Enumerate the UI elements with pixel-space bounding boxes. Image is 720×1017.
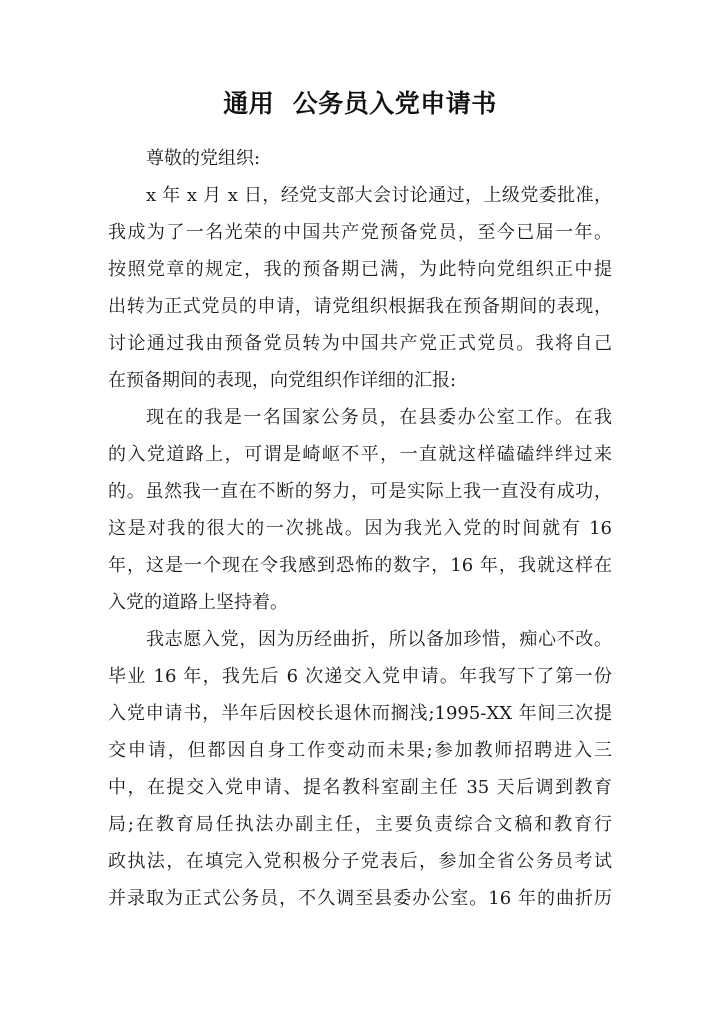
salutation: 尊敬的党组织: xyxy=(146,148,261,169)
body-line: 交申请，但都因自身工作变动而未果;参加教师招聘进入三 xyxy=(108,740,612,761)
body-line: 的入党道路上，可谓是崎岖不平，一直就这样磕磕绊绊过来 xyxy=(108,444,612,465)
body-line: 入党申请书，半年后因校长退休而搁浅;1995-XX 年间三次提 xyxy=(108,703,612,724)
body-line: 这是对我的很大的一次挑战。因为我光入党的时间就有 16 xyxy=(108,518,612,539)
body-line: 我志愿入党，因为历经曲折，所以备加珍惜，痴心不改。 xyxy=(146,629,612,650)
body-line: 年，这是一个现在令我感到恐怖的数字，16 年，我就这样在 xyxy=(108,555,612,576)
body-line: 毕业 16 年，我先后 6 次递交入党申请。年我写下了第一份 xyxy=(108,666,612,687)
body-line: 中，在提交入党申请、提名教科室副主任 35 天后调到教育 xyxy=(108,777,612,798)
body-line: 入党的道路上坚持着。 xyxy=(108,592,288,613)
body-line: 出转为正式党员的申请，请党组织根据我在预备期间的表现， xyxy=(108,296,612,317)
body-line: 并录取为正式公务员，不久调至县委办公室。16 年的曲折历 xyxy=(108,888,612,909)
body-line: 按照党章的规定，我的预备期已满，为此特向党组织正中提 xyxy=(108,259,612,280)
body-line: 的。虽然我一直在不断的努力，可是实际上我一直没有成功， xyxy=(108,481,612,502)
body-line: 政执法，在填完入党积极分子党表后，参加全省公务员考试 xyxy=(108,851,612,872)
document-body xyxy=(108,140,612,917)
body-line: 讨论通过我由预备党员转为中国共产党正式党员。我将自己 xyxy=(108,333,612,354)
body-line: x 年 x 月 x 日，经党支部大会讨论通过，上级党委批准， xyxy=(146,185,612,206)
body-line: 在预备期间的表现，向党组织作详细的汇报: xyxy=(108,370,457,391)
body-line: 我成为了一名光荣的中国共产党预备党员，至今已届一年。 xyxy=(108,222,612,243)
body-line: 现在的我是一名国家公务员，在县委办公室工作。在我 xyxy=(146,407,612,428)
document-title: 通用 公务员入党申请书 xyxy=(223,89,497,118)
body-line: 局;在教育局任执法办副主任，主要负责综合文稿和教育行 xyxy=(108,814,612,835)
